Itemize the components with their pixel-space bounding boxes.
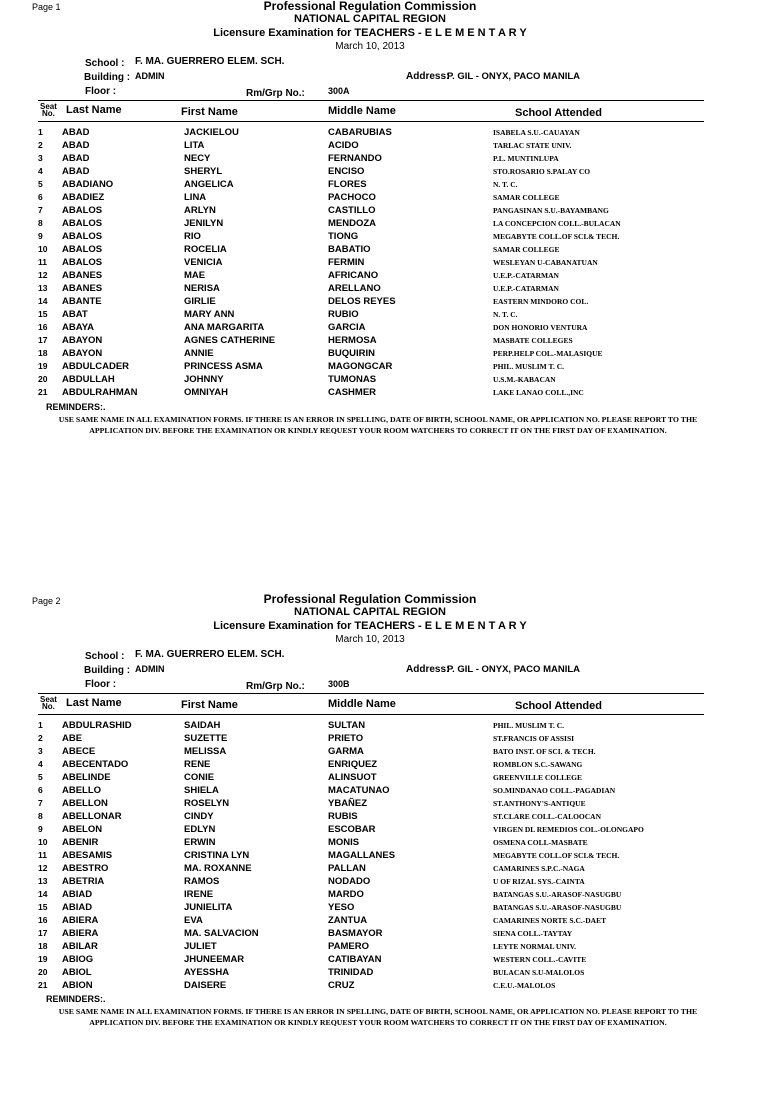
table-row: 11 ABESAMIS CRISTINA LYN MAGALLANES MEGABYTE COLL.OF SCI.& TECH. bbox=[38, 850, 620, 861]
room-value: 300B bbox=[328, 679, 350, 689]
exam-title: Licensure Examination for TEACHERS - E L E M E N T A R Y bbox=[213, 620, 527, 632]
table-row: 8 ABALOS JENILYN MENDOZA LA CONCEPCION COLL.-BULACAN bbox=[38, 218, 621, 229]
table-row: 19 ABIOG JHUNEEMAR CATIBAYAN WESTERN COLL.-CAVITE bbox=[38, 954, 587, 965]
roster-table bbox=[0, 127, 768, 400]
address-label: Address: bbox=[406, 664, 450, 675]
middle-name-header: Middle Name bbox=[328, 105, 396, 117]
reminders-line-1: USE SAME NAME IN ALL EXAMINATION FORMS. IF THERE IS AN ERROR IN SPELLING, DATE OF BIRTH, SCHOOL NAME, OR APPLICATION NO. PLEASE REPORT TO THE bbox=[58, 1007, 698, 1016]
header-rule-top bbox=[38, 100, 704, 101]
table-row: 1 ABAD JACKIELOU CABARUBIAS ISABELA S.U.-CAUAYAN bbox=[38, 127, 580, 138]
address-value: P. GIL - ONYX, PACO MANILA bbox=[447, 664, 581, 675]
building-value: ADMIN bbox=[135, 71, 165, 81]
school-attended-header: School Attended bbox=[515, 107, 602, 119]
school-value: F. MA. GUERRERO ELEM. SCH. bbox=[135, 649, 285, 660]
table-row: 10 ABALOS ROCELIA BABATIO SAMAR COLLEGE bbox=[38, 244, 560, 255]
table-row: 20 ABDULLAH JOHNNY TUMONAS U.S.M.-KABACAN bbox=[38, 374, 556, 385]
address-label: Address: bbox=[406, 71, 450, 82]
table-row: 5 ABADIANO ANGELICA FLORES N. T. C. bbox=[38, 179, 518, 190]
table-row: 5 ABELINDE CONIE ALINSUOT GREENVILLE COLLEGE bbox=[38, 772, 582, 783]
header-rule-bottom bbox=[38, 121, 704, 122]
reminders-label: REMINDERS:. bbox=[46, 994, 106, 1004]
building-label: Building : bbox=[84, 72, 131, 83]
table-row: 16 ABAYA ANA MARGARITA GARCIA DON HONORIO VENTURA bbox=[38, 322, 588, 333]
table-row: 7 ABALOS ARLYN CASTILLO PANGASINAN S.U.-BAYAMBANG bbox=[38, 205, 609, 216]
table-row: 4 ABECENTADO RENE ENRIQUEZ ROMBLON S.C.-SAWANG bbox=[38, 759, 583, 770]
room-label: Rm/Grp No.: bbox=[246, 681, 305, 692]
table-row: 6 ABADIEZ LINA PACHOCO SAMAR COLLEGE bbox=[38, 192, 560, 203]
roster-table bbox=[0, 720, 768, 993]
table-row: 3 ABECE MELISSA GARMA BATO INST. OF SCI. & TECH. bbox=[38, 746, 596, 757]
table-row: 8 ABELLONAR CINDY RUBIS ST.CLARE COLL.-CALOOCAN bbox=[38, 811, 601, 822]
table-row: 1 ABDULRASHID SAIDAH SULTAN PHIL. MUSLIM T. C. bbox=[38, 720, 564, 731]
table-row: 9 ABALOS RIO TIONG MEGABYTE COLL.OF SCI.& TECH. bbox=[38, 231, 620, 242]
table-row: 15 ABAT MARY ANN RUBIO N. T. C. bbox=[38, 309, 518, 320]
table-row: 14 ABANTE GIRLIE DELOS REYES EASTERN MINDORO COL. bbox=[38, 296, 589, 307]
table-row: 2 ABE SUZETTE PRIETO ST.FRANCIS OF ASSISI bbox=[38, 733, 575, 744]
table-row: 13 ABETRIA RAMOS NODADO U OF RIZAL SYS.-CAINTA bbox=[38, 876, 585, 887]
floor-label: Floor : bbox=[85, 86, 117, 97]
exam-date: March 10, 2013 bbox=[335, 634, 405, 645]
header-rule-top bbox=[38, 693, 704, 694]
address-value: P. GIL - ONYX, PACO MANILA bbox=[447, 71, 581, 82]
table-row: 12 ABANES MAE AFRICANO U.E.P.-CATARMAN bbox=[38, 270, 559, 281]
region-title: NATIONAL CAPITAL REGION bbox=[294, 606, 446, 618]
table-row: 4 ABAD SHERYL ENCISO STO.ROSARIO S.PALAY CO bbox=[38, 166, 591, 177]
school-label: School : bbox=[85, 651, 125, 662]
seat-header: Seat No. bbox=[40, 695, 57, 711]
page-label: Page 1 bbox=[32, 2, 61, 12]
seat-header: Seat No. bbox=[40, 102, 57, 118]
floor-label: Floor : bbox=[85, 679, 117, 690]
table-row: 13 ABANES NERISA ARELLANO U.E.P.-CATARMAN bbox=[38, 283, 559, 294]
middle-name-header: Middle Name bbox=[328, 698, 396, 710]
table-row: 6 ABELLO SHIELA MACATUNAO SO.MINDANAO COLL.-PAGADIAN bbox=[38, 785, 616, 796]
header-rule-bottom bbox=[38, 714, 704, 715]
page-label: Page 2 bbox=[32, 596, 61, 606]
reminders-line-1: USE SAME NAME IN ALL EXAMINATION FORMS. IF THERE IS AN ERROR IN SPELLING, DATE OF BIRTH, SCHOOL NAME, OR APPLICATION NO. PLEASE REPORT TO THE bbox=[58, 415, 698, 424]
table-row: 11 ABALOS VENICIA FERMIN WESLEYAN U-CABANATUAN bbox=[38, 257, 598, 268]
last-name-header: Last Name bbox=[66, 104, 122, 116]
table-row: 2 ABAD LITA ACIDO TARLAC STATE UNIV. bbox=[38, 140, 572, 151]
table-row: 7 ABELLON ROSELYN YBAÑEZ ST.ANTHONY'S-ANTIQUE bbox=[38, 798, 586, 809]
reminders-line-2: APPLICATION DIV. BEFORE THE EXAMINATION OR KINDLY REQUEST YOUR ROOM WATCHERS TO CORRECT IT ON THE FIRST DAY OF EXAMINATION. bbox=[89, 426, 667, 435]
table-row: 10 ABENIR ERWIN MONIS OSMENA COLL-MASBATE bbox=[38, 837, 588, 848]
commission-title: Professional Regulation Commission bbox=[263, 0, 477, 13]
table-row: 21 ABDULRAHMAN OMNIYAH CASHMER LAKE LANAO COLL.,INC bbox=[38, 387, 584, 398]
first-name-header: First Name bbox=[181, 699, 238, 711]
page-1 bbox=[0, 0, 768, 512]
table-row: 21 ABION DAISERE CRUZ C.E.U.-MALOLOS bbox=[38, 980, 556, 991]
table-row: 9 ABELON EDLYN ESCOBAR VIRGEN DL REMEDIOS COL.-OLONGAPO bbox=[38, 824, 644, 835]
region-title: NATIONAL CAPITAL REGION bbox=[294, 13, 446, 25]
school-attended-header: School Attended bbox=[515, 700, 602, 712]
table-row: 15 ABIAD JUNIELITA YESO BATANGAS S.U.-ARASOF-NASUGBU bbox=[38, 902, 622, 913]
exam-date: March 10, 2013 bbox=[335, 41, 405, 52]
table-row: 14 ABIAD IRENE MARDO BATANGAS S.U.-ARASOF-NASUGBU bbox=[38, 889, 622, 900]
table-row: 18 ABAYON ANNIE BUQUIRIN PERP.HELP COL.-MALASIQUE bbox=[38, 348, 603, 359]
table-row: 3 ABAD NECY FERNANDO P.L. MUNTINLUPA bbox=[38, 153, 559, 164]
school-label: School : bbox=[85, 58, 125, 69]
school-value: F. MA. GUERRERO ELEM. SCH. bbox=[135, 56, 285, 67]
first-name-header: First Name bbox=[181, 106, 238, 118]
exam-title: Licensure Examination for TEACHERS - E L E M E N T A R Y bbox=[213, 27, 527, 39]
building-value: ADMIN bbox=[135, 664, 165, 674]
commission-title: Professional Regulation Commission bbox=[263, 592, 477, 606]
table-row: 12 ABESTRO MA. ROXANNE PALLAN CAMARINES S.P.C.-NAGA bbox=[38, 863, 585, 874]
table-row: 19 ABDULCADER PRINCESS ASMA MAGONGCAR PHIL. MUSLIM T. C. bbox=[38, 361, 564, 372]
last-name-header: Last Name bbox=[66, 697, 122, 709]
table-row: 20 ABIOL AYESSHA TRINIDAD BULACAN S.U-MALOLOS bbox=[38, 967, 585, 978]
building-label: Building : bbox=[84, 665, 131, 676]
table-row: 17 ABIERA MA. SALVACION BASMAYOR SIENA COLL.-TAYTAY bbox=[38, 928, 573, 939]
table-row: 16 ABIERA EVA ZANTUA CAMARINES NORTE S.C.-DAET bbox=[38, 915, 607, 926]
page-2 bbox=[0, 592, 768, 1104]
table-row: 17 ABAYON AGNES CATHERINE HERMOSA MASBATE COLLEGES bbox=[38, 335, 573, 346]
table-row: 18 ABILAR JULIET PAMERO LEYTE NORMAL UNIV. bbox=[38, 941, 577, 952]
reminders-label: REMINDERS:. bbox=[46, 402, 106, 412]
reminders-line-2: APPLICATION DIV. BEFORE THE EXAMINATION OR KINDLY REQUEST YOUR ROOM WATCHERS TO CORRECT IT ON THE FIRST DAY OF EXAMINATION. bbox=[89, 1018, 667, 1027]
room-label: Rm/Grp No.: bbox=[246, 88, 305, 99]
room-value: 300A bbox=[328, 86, 350, 96]
